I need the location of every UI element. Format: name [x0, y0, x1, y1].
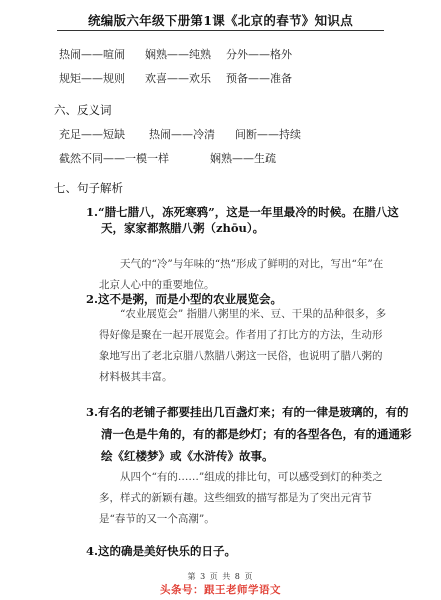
synonym-item: 预备——准备 — [226, 72, 292, 85]
synonym-item: 分外——格外 — [226, 48, 292, 61]
analysis-paragraph: 天气的“冷”与年味的“热”形成了鲜明的对比，写出“年”在北京人心中的重要地位。 — [99, 258, 384, 291]
analysis-paragraph: 从四个“有的……”组成的排比句，可以感受到灯的种类之多，样式的新颖有趣。这些细致的描写都是为了突出元宵节是“春节的又一个高潮”。 — [99, 471, 383, 525]
source-credit: 头条号：跟王老师学语文 — [160, 584, 281, 596]
sentence-line: 清一色是牛角的，有的都是纱灯；有的各型各色，有的通通彩 — [101, 427, 412, 441]
antonym-item: 截然不同——一模一样 — [59, 152, 169, 165]
sentence-line: 1.“腊七腊八，冻死寒鸦”，这是一年里最冷的时候。在腊八这 — [86, 205, 399, 219]
synonym-item: 娴熟——纯熟 — [145, 48, 211, 61]
antonym-item: 娴熟——生疏 — [210, 152, 276, 165]
sentence-line: 2.这不是粥，而是小型的农业展览会。 — [86, 292, 283, 306]
synonym-item: 热闹——喧闹 — [59, 48, 125, 61]
synonym-item: 规矩——规则 — [59, 72, 125, 85]
sentence-line: 绘《红楼梦》或《水浒传》故事。 — [101, 449, 274, 463]
antonym-item: 充足——短缺 — [59, 128, 125, 141]
sentence-line: 4.这的确是美好快乐的日子。 — [86, 544, 237, 558]
synonym-item: 欢喜——欢乐 — [145, 72, 211, 85]
section-heading-sentence-analysis: 七、句子解析 — [54, 181, 123, 195]
page-number: 第 3 页 共 8 页 — [187, 572, 254, 581]
header-divider — [57, 30, 384, 31]
section-heading-antonyms: 六、反义词 — [54, 103, 112, 117]
sentence-line: 3.有名的老铺子都要挂出几百盏灯来；有的一律是玻璃的，有的 — [86, 405, 409, 419]
analysis-paragraph: “农业展览会” 指腊八粥里的米、豆、干果的品种很多，多得好像是聚在一起开展览会。作者用了打比方的方法，生动形象地写出了老北京腊八熬腊八粥这一民俗，也说明了腊八粥的材料极其丰富。 — [99, 308, 387, 383]
antonym-item: 热闹——冷清 — [149, 128, 215, 141]
antonym-item: 间断——持续 — [235, 128, 301, 141]
page-header-title: 统编版六年级下册第1课《北京的春节》知识点 — [88, 13, 353, 28]
sentence-line: 天，家家都熬腊八粥（zhōu）。 — [101, 221, 265, 235]
